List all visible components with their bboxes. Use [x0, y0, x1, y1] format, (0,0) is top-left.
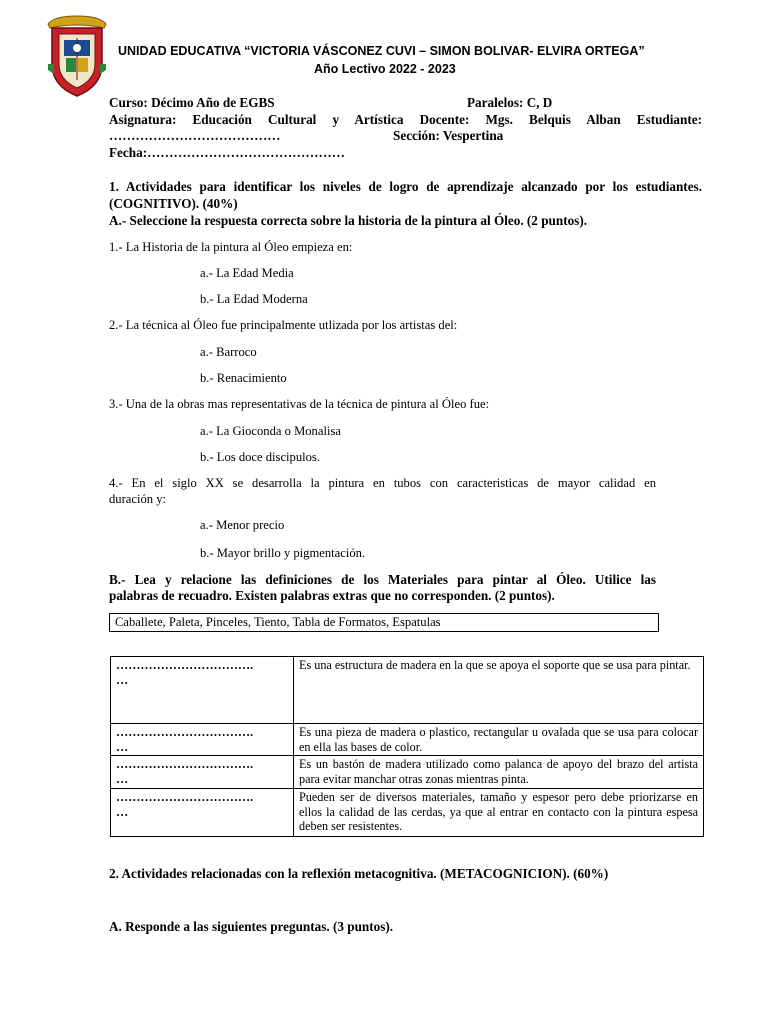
definition-cell: Es una pieza de madera o plastico, rectangular u ovalada que se usa para colocar en ella las bases de color. — [294, 724, 704, 756]
option-1b: b.- La Edad Moderna — [200, 292, 308, 306]
table-row — [111, 657, 704, 724]
part-b-title: B.- Lea y relacione las definiciones de los Materiales para pintar al Óleo. Utilice las — [109, 572, 656, 587]
date-field: Fecha:……………………………………… — [109, 145, 345, 160]
school-crest-logo — [44, 14, 110, 100]
student-name-blank: ………………………………… — [109, 128, 281, 143]
subject-line: Asignatura: Educación Cultural y Artística Docente: Mgs. Belquis Alban Estudiante: — [109, 112, 702, 127]
table-row — [111, 789, 704, 837]
section1-title: 1. Actividades para identificar los niveles de logro de aprendizaje alcanzado por los estudiantes. — [109, 179, 702, 194]
part-a-title: A.- Seleccione la respuesta correcta sobre la historia de la pintura al Óleo. (2 puntos). — [109, 213, 588, 228]
answer-blank[interactable]: ……………………………. … — [111, 724, 294, 756]
option-4b: b.- Mayor brillo y pigmentación. — [200, 546, 366, 560]
section2-title: 2. Actividades relacionadas con la reflexión metacognitiva. (METACOGNICION). (60%) — [109, 866, 609, 881]
section-label: Sección: Vespertina — [393, 128, 504, 143]
option-3b: b.- Los doce discipulos. — [200, 450, 320, 464]
option-1a: a.- La Edad Media — [200, 266, 294, 280]
definition-cell: Pueden ser de diversos materiales, tamaño y espesor pero debe priorizarse en ellos la calidad de las cerdas, ya que al entrar en contacto con la pintura espesa deben ser resistentes. — [294, 789, 704, 837]
word-bank-text: Caballete, Paleta, Pinceles, Tiento, Tabla de Formatos, Espatulas — [115, 615, 441, 629]
table-row — [111, 724, 704, 756]
option-2b: b.- Renacimiento — [200, 371, 287, 385]
school-name: UNIDAD EDUCATIVA “VICTORIA VÁSCONEZ CUVI – SIMON BOLIVAR- ELVIRA ORTEGA” — [118, 44, 645, 58]
question-4: 4.- En el siglo XX se desarrolla la pintura en tubos con caracteristicas de mayor calidad en — [109, 476, 656, 490]
definition-cell: Es un bastón de madera utilizado como palanca de apoyo del brazo del artista para evitar manchar otras zonas mientras pinta. — [294, 756, 704, 789]
answer-blank[interactable]: ……………………………. … — [111, 789, 294, 837]
word-bank-box — [109, 613, 659, 632]
table-row — [111, 756, 704, 789]
section1-title-cont: (COGNITIVO). (40%) — [109, 196, 238, 211]
answer-blank[interactable]: ……………………………. … — [111, 657, 294, 724]
section2-part-a-title: A. Responde a las siguientes preguntas. (3 puntos). — [109, 919, 394, 934]
part-b-title-cont: palabras de recuadro. Existen palabras extras que no corresponden. (2 puntos). — [109, 588, 555, 603]
academic-year: Año Lectivo 2022 - 2023 — [314, 62, 456, 76]
answer-blank[interactable]: ……………………………. … — [111, 756, 294, 789]
definition-cell: Es una estructura de madera en la que se apoya el soporte que se usa para pintar. — [294, 657, 704, 724]
question-1: 1.- La Historia de la pintura al Óleo empieza en: — [109, 240, 353, 254]
option-3a: a.- La Gioconda o Monalisa — [200, 424, 341, 438]
course-label: Curso: Décimo Año de EGBS — [109, 95, 275, 110]
question-3: 3.- Una de la obras mas representativas de la técnica de pintura al Óleo fue: — [109, 397, 490, 411]
question-4-cont: duración y: — [109, 492, 167, 506]
option-4a: a.- Menor precio — [200, 518, 285, 532]
definitions-table — [110, 656, 704, 837]
option-2a: a.- Barroco — [200, 345, 257, 359]
question-2: 2.- La técnica al Óleo fue principalmente utlizada por los artistas del: — [109, 318, 458, 332]
parallels-label: Paralelos: C, D — [467, 95, 553, 110]
